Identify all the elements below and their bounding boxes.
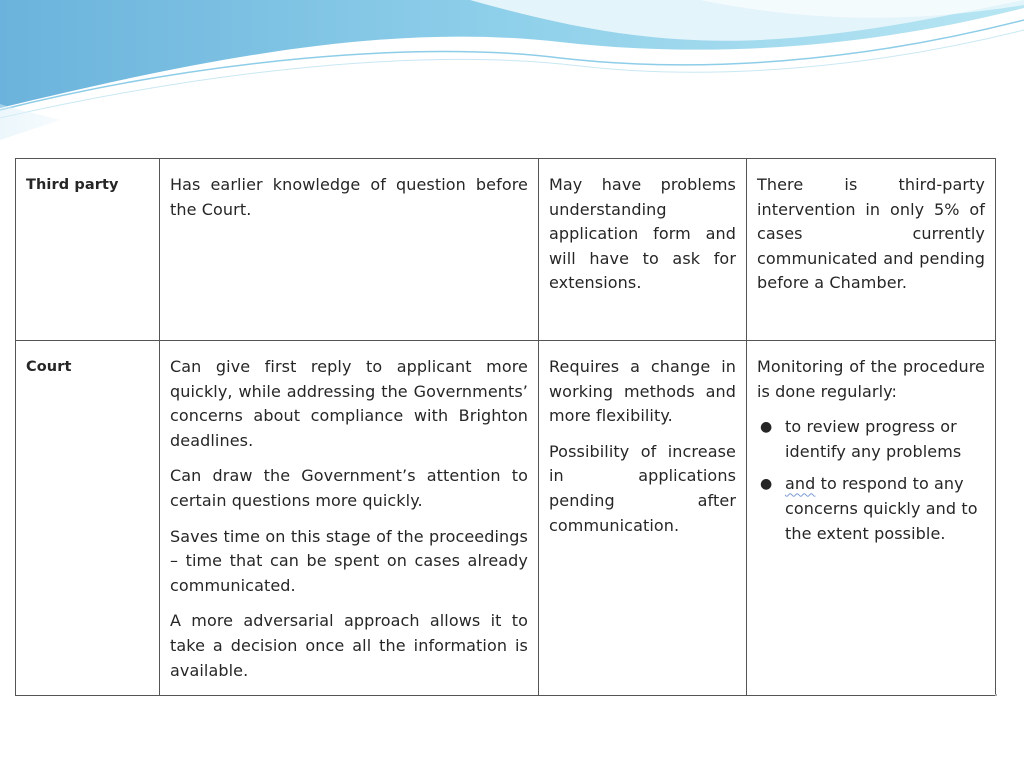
cell-paragraph: Requires a change in working methods and more flexibility. bbox=[549, 357, 736, 426]
cell-third-party-disadvantages bbox=[539, 159, 747, 341]
table-row bbox=[16, 159, 996, 341]
corner-mark bbox=[995, 694, 998, 697]
cell-paragraph: Possibility of increase in applications pending after communication. bbox=[549, 441, 736, 535]
cell-text: Has earlier knowledge of question before the Court. bbox=[170, 175, 528, 219]
comparison-table bbox=[15, 158, 996, 696]
cell-court-advantages bbox=[160, 341, 539, 696]
bullet-list bbox=[757, 415, 985, 546]
cell-paragraph: Can draw the Government’s attention to certain questions more quickly. bbox=[170, 466, 528, 510]
table-row bbox=[16, 341, 996, 696]
bullet-icon: ● bbox=[760, 476, 773, 493]
spellcheck-underlined-word: and bbox=[785, 474, 816, 494]
cell-court-disadvantages bbox=[539, 341, 747, 696]
row-label-court: Court bbox=[16, 341, 160, 696]
list-item bbox=[757, 472, 985, 546]
cell-text: May have problems understanding application form and will have to ask for extensions. bbox=[549, 175, 736, 293]
list-item-text: to respond to any concerns quickly and to the extent possible. bbox=[785, 474, 978, 543]
list-item-text: to review progress or identify any problems bbox=[785, 417, 962, 461]
bullet-icon: ● bbox=[760, 419, 773, 436]
cell-paragraph: A more adversarial approach allows it to take a decision once all the information is available. bbox=[170, 611, 528, 680]
row-label-third-party: Third party bbox=[16, 159, 160, 341]
header-wave-decoration bbox=[0, 0, 1024, 140]
cell-paragraph: Saves time on this stage of the proceedings – time that can be spent on cases already communicated. bbox=[170, 526, 528, 595]
cell-paragraph: Monitoring of the procedure is done regularly: bbox=[757, 357, 985, 401]
cell-paragraph: Can give first reply to applicant more quickly, while addressing the Governments’ concerns about compliance with Brighton deadlines. bbox=[170, 357, 528, 450]
cell-third-party-notes bbox=[747, 159, 996, 341]
list-item bbox=[757, 415, 985, 464]
cell-text: There is third-party intervention in only 5% of cases currently communicated and pending before a Chamber. bbox=[757, 175, 985, 293]
cell-court-notes bbox=[747, 341, 996, 696]
cell-third-party-advantages bbox=[160, 159, 539, 341]
